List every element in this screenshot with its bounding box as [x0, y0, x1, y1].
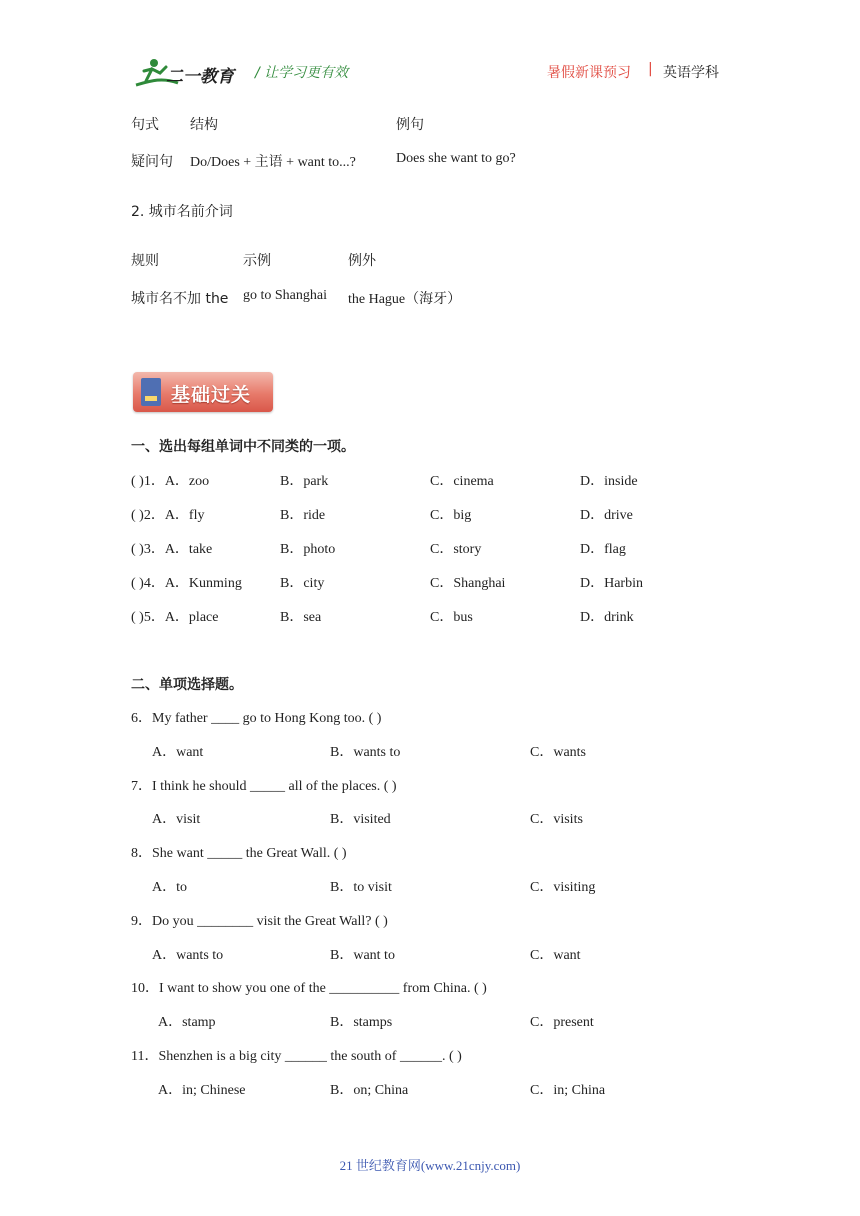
- option-b: B．to visit: [330, 880, 392, 895]
- section-badge: [133, 372, 273, 412]
- question-stem: ( )2．A．fly: [131, 508, 205, 523]
- table2-cell-rule: 城市名不加 the: [131, 291, 229, 307]
- page-footer: 21 世纪教育网(www.21cnjy.com): [339, 1158, 521, 1173]
- option-c: C．big: [430, 508, 472, 523]
- table1-cell-structure: Do/Does + 主语 + want to...?: [190, 155, 356, 170]
- option-c: C．visiting: [530, 880, 596, 895]
- part1-title: 一、选出每组单词中不同类的一项。: [131, 439, 355, 455]
- option-c: C．bus: [430, 610, 473, 625]
- section2-title: 2. 城市名前介词: [131, 204, 233, 220]
- option-d: D．inside: [580, 474, 638, 489]
- option-a: A．want: [152, 745, 204, 760]
- option-b: B．wants to: [330, 745, 401, 760]
- option-d: D．flag: [580, 542, 626, 557]
- question-stem: ( )3．A．take: [131, 542, 213, 557]
- question-stem: ( )5．A．place: [131, 610, 219, 625]
- option-a: A．wants to: [152, 948, 224, 963]
- option-b: B．city: [280, 576, 325, 591]
- header-separator: |: [648, 61, 653, 77]
- option-c: C．wants: [530, 745, 586, 760]
- svg-text:二一教育: 二一教育: [166, 67, 234, 87]
- table1-cell-pattern: 疑问句: [131, 154, 173, 170]
- option-a: A．to: [152, 880, 187, 895]
- option-a: A．stamp: [158, 1015, 216, 1030]
- option-b: B．photo: [280, 542, 336, 557]
- option-b: B．want to: [330, 948, 395, 963]
- option-b: B．on; China: [330, 1083, 409, 1098]
- option-d: D．drink: [580, 610, 634, 625]
- table1-header-pattern: 句式: [131, 117, 159, 133]
- table1-header-example: 例句: [396, 117, 424, 133]
- option-b: B．ride: [280, 508, 326, 523]
- question-stem: ( )1．A．zoo: [131, 474, 210, 489]
- option-c: C．want: [530, 948, 581, 963]
- badge-label: 基础过关: [171, 384, 252, 406]
- option-c: C．story: [430, 542, 482, 557]
- option-d: D．Harbin: [580, 576, 643, 591]
- option-d: D．drive: [580, 508, 633, 523]
- question-stem: ( )4．A．Kunming: [131, 576, 242, 591]
- option-a: A．visit: [152, 812, 201, 827]
- option-b: B．sea: [280, 610, 322, 625]
- table2-cell-exception: the Hague（海牙）: [348, 292, 462, 307]
- option-a: A．in; Chinese: [158, 1083, 246, 1098]
- question-stem: 7．I think he should _____ all of the places. ( ): [131, 779, 397, 794]
- option-c: C．Shanghai: [430, 576, 506, 591]
- question-stem: 6．My father ____ go to Hong Kong too. ( ): [131, 711, 382, 726]
- option-b: B．stamps: [330, 1015, 393, 1030]
- option-b: B．park: [280, 474, 329, 489]
- option-b: B．visited: [330, 812, 391, 827]
- header-subject-tag: 英语学科: [663, 65, 719, 81]
- header-slogan: / 让学习更有效: [255, 65, 349, 81]
- table1-cell-example: Does she want to go?: [396, 151, 516, 166]
- option-c: C．present: [530, 1015, 594, 1030]
- table2-header-sample: 示例: [243, 253, 271, 269]
- option-c: C．cinema: [430, 474, 494, 489]
- table2-header-exception: 例外: [348, 253, 376, 269]
- brand-logo: [132, 55, 242, 91]
- table2-header-rule: 规则: [131, 253, 159, 269]
- option-c: C．visits: [530, 812, 583, 827]
- part2-title: 二、单项选择题。: [131, 677, 243, 693]
- question-stem: 10．I want to show you one of the __________ from China. ( ): [131, 981, 487, 996]
- table1-header-structure: 结构: [190, 117, 218, 133]
- question-stem: 9．Do you ________ visit the Great Wall? ( ): [131, 914, 388, 929]
- option-c: C．in; China: [530, 1083, 606, 1098]
- question-stem: 8．She want _____ the Great Wall. ( ): [131, 846, 347, 861]
- book-icon: [141, 378, 161, 406]
- question-stem: 11．Shenzhen is a big city ______ the south of ______. ( ): [131, 1049, 462, 1064]
- table2-cell-sample: go to Shanghai: [243, 288, 327, 303]
- header-course-tag: 暑假新课预习: [547, 65, 631, 81]
